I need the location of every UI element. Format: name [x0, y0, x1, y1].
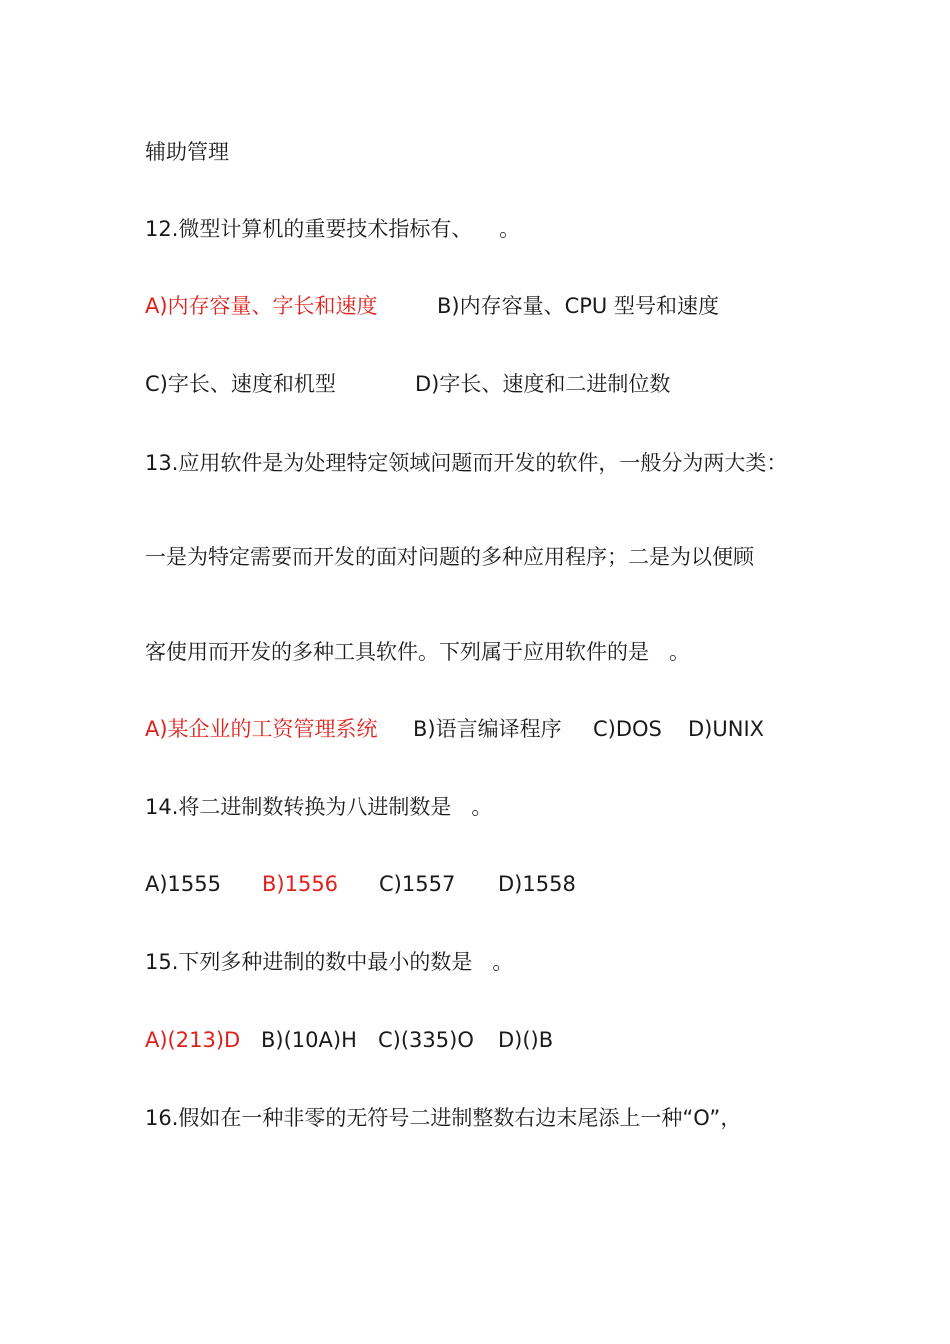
option-15a: A)(213)D: [145, 1028, 241, 1052]
option-14c: C)1557: [379, 872, 456, 896]
question-14: 14.将二进制数转换为八进制数是 。: [145, 795, 493, 819]
question-14-options: [145, 870, 845, 898]
option-15c: C)(335)O: [378, 1028, 474, 1052]
option-13d: D)UNIX: [688, 717, 765, 741]
question-12-options-row-2: [145, 370, 845, 398]
question-15: 15.下列多种进制的数中最小的数是 。: [145, 950, 514, 974]
option-13c: C)DOS: [593, 717, 662, 741]
option-14b: B)1556: [262, 872, 339, 896]
option-13a: A)某企业的工资管理系统: [145, 717, 378, 741]
option-12c: C)字长、速度和机型: [145, 372, 336, 396]
text-line-1: 辅助管理: [145, 140, 229, 164]
question-15-options: [145, 1026, 845, 1054]
question-13-line-3: 客使用而开发的多种工具软件。下列属于应用软件的是 。: [145, 640, 691, 664]
option-13b: B)语言编译程序: [413, 717, 562, 741]
option-12b: B)内存容量、CPU 型号和速度: [437, 294, 719, 318]
option-12a: A)内存容量、字长和速度: [145, 294, 378, 318]
option-14d: D)1558: [498, 872, 576, 896]
option-15d: D)()B: [498, 1028, 554, 1052]
question-13-line-1: 13.应用软件是为处理特定领域问题而开发的软件，一般分为两大类：: [145, 451, 788, 475]
question-12-options-row-1: [145, 292, 845, 320]
question-13-line-2: 一是为特定需要而开发的面对问题的多种应用程序；二是为以便顾: [145, 545, 754, 569]
question-12: 12.微型计算机的重要技术指标有、 。: [145, 217, 521, 241]
option-14a: A)1555: [145, 872, 222, 896]
question-16: 16.假如在一种非零的无符号二进制整数右边末尾添上一种“O”，: [145, 1106, 742, 1130]
option-12d: D)字长、速度和二进制位数: [415, 372, 671, 396]
question-13-options: [145, 715, 845, 743]
option-15b: B)(10A)H: [261, 1028, 357, 1052]
